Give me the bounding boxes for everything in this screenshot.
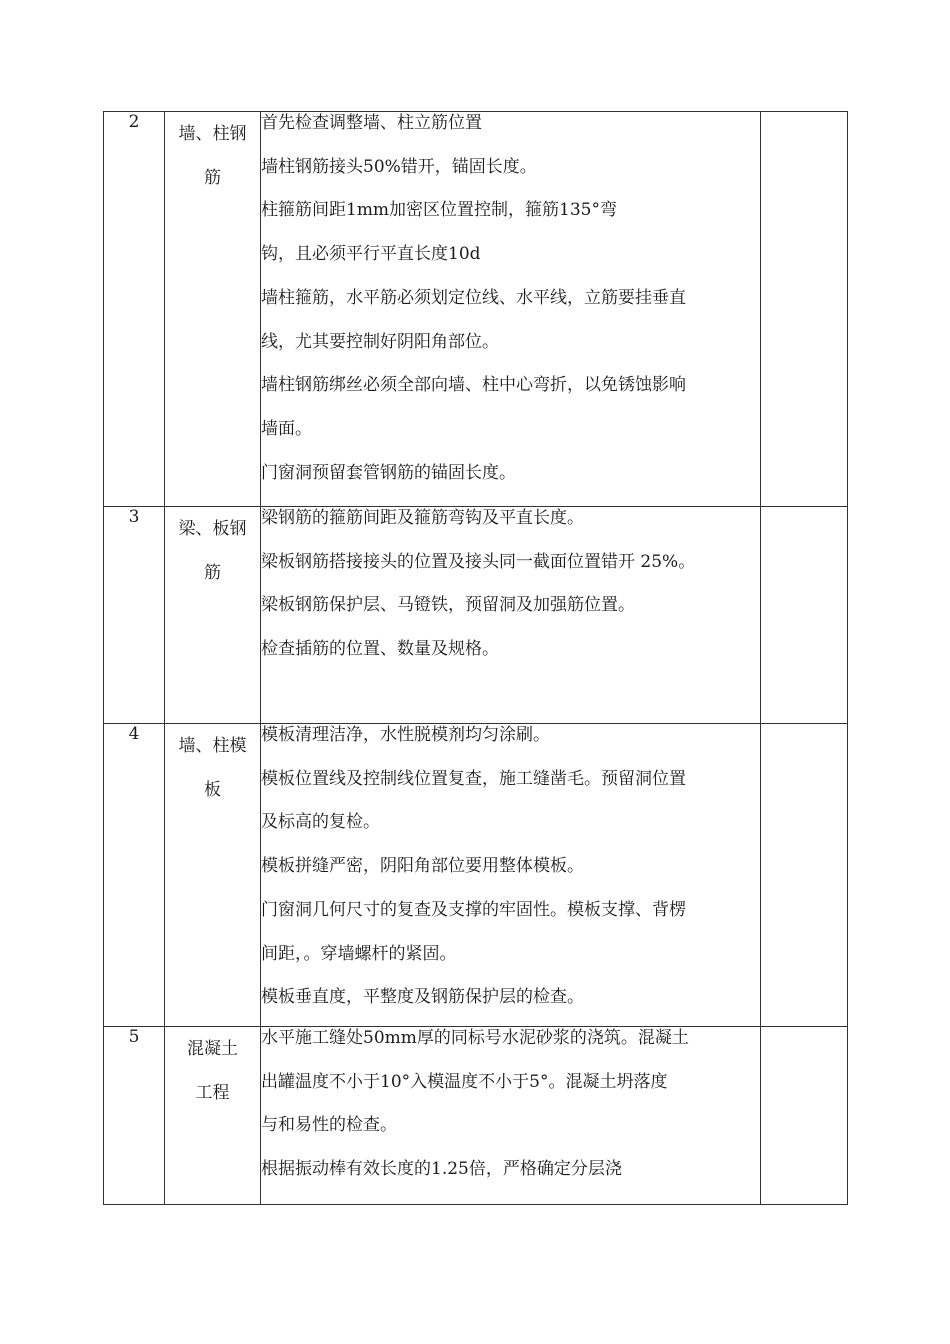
content-line: 模板垂直度，平整度及钢筋保护层的检查。 bbox=[261, 987, 584, 1008]
table-row bbox=[104, 507, 848, 724]
row-number: 2 bbox=[104, 112, 165, 507]
content-line: 钩，且必须平行平直长度10d bbox=[261, 244, 481, 265]
item-name-line: 梁、板钢 bbox=[178, 519, 247, 539]
item-name bbox=[165, 112, 261, 507]
content-line: 模板清理洁净，水性脱模剂均匀涂刷。 bbox=[261, 725, 550, 745]
inspection-table bbox=[103, 111, 848, 1205]
remarks-cell bbox=[761, 112, 848, 507]
table-row bbox=[104, 1027, 848, 1205]
content-line: 墙柱箍筋，水平筋必须划定位线、水平线，立筋要挂垂直 bbox=[261, 287, 686, 308]
remarks-cell bbox=[761, 507, 848, 724]
content-line: 水平施工缝处50mm厚的同标号水泥砂浆的浇筑。混凝土 bbox=[261, 1028, 689, 1048]
content-line: 及标高的复检。 bbox=[261, 812, 380, 833]
inspection-content bbox=[261, 507, 761, 724]
row-number: 4 bbox=[104, 724, 165, 1027]
content-line: 模板拼缝严密，阴阳角部位要用整体模板。 bbox=[261, 856, 584, 877]
inspection-content bbox=[261, 724, 761, 1027]
item-name-line: 筋 bbox=[204, 168, 221, 188]
content-line: 柱箍筋间距1mm加密区位置控制，箍筋135°弯 bbox=[261, 200, 618, 221]
content-line: 模板位置线及控制线位置复查，施工缝凿毛。预留洞位置 bbox=[261, 768, 686, 789]
content-line: 梁板钢筋搭接接头的位置及接头同一截面位置错开 25%。 bbox=[261, 551, 696, 572]
content-line: 线，尤其要控制好阴阳角部位。 bbox=[261, 331, 499, 352]
item-name-line: 工程 bbox=[195, 1083, 230, 1103]
item-name-line: 墙、柱模 bbox=[178, 736, 247, 756]
content-line: 间距，。穿墙螺杆的紧固。 bbox=[261, 943, 457, 964]
content-line: 梁钢筋的箍筋间距及箍筋弯钩及平直长度。 bbox=[261, 508, 584, 528]
content-line: 墙柱钢筋绑丝必须全部向墙、柱中心弯折，以免锈蚀影响 bbox=[261, 375, 686, 396]
item-name-line: 板 bbox=[204, 780, 221, 800]
content-line: 根据振动棒有效长度的1.25倍，严格确定分层浇 bbox=[261, 1159, 622, 1180]
row-number: 3 bbox=[104, 507, 165, 724]
inspection-content bbox=[261, 1027, 761, 1205]
content-line: 梁板钢筋保护层、马镫铁，预留洞及加强筋位置。 bbox=[261, 595, 635, 616]
content-line: 出罐温度不小于10°入模温度不小于5°。混凝土坍落度 bbox=[261, 1071, 668, 1092]
content-line: 检查插筋的位置、数量及规格。 bbox=[261, 639, 499, 660]
item-name-line: 筋 bbox=[204, 563, 221, 583]
content-line: 首先检查调整墙、柱立筋位置 bbox=[261, 113, 482, 133]
item-name bbox=[165, 724, 261, 1027]
item-name bbox=[165, 1027, 261, 1205]
table-row bbox=[104, 724, 848, 1027]
content-line: 墙柱钢筋接头50%错开，锚固长度。 bbox=[261, 156, 537, 177]
content-line: 门窗洞几何尺寸的复查及支撑的牢固性。模板支撑、背楞 bbox=[261, 899, 686, 920]
content-line: 与和易性的检查。 bbox=[261, 1115, 397, 1136]
remarks-cell bbox=[761, 724, 848, 1027]
item-name bbox=[165, 507, 261, 724]
remarks-cell bbox=[761, 1027, 848, 1205]
content-line: 门窗洞预留套管钢筋的锚固长度。 bbox=[261, 462, 516, 483]
table-row bbox=[104, 112, 848, 507]
inspection-content bbox=[261, 112, 761, 507]
item-name-line: 墙、柱钢 bbox=[178, 124, 247, 144]
row-number: 5 bbox=[104, 1027, 165, 1205]
item-name-line: 混凝土 bbox=[187, 1039, 238, 1059]
content-line: 墙面。 bbox=[261, 418, 312, 439]
